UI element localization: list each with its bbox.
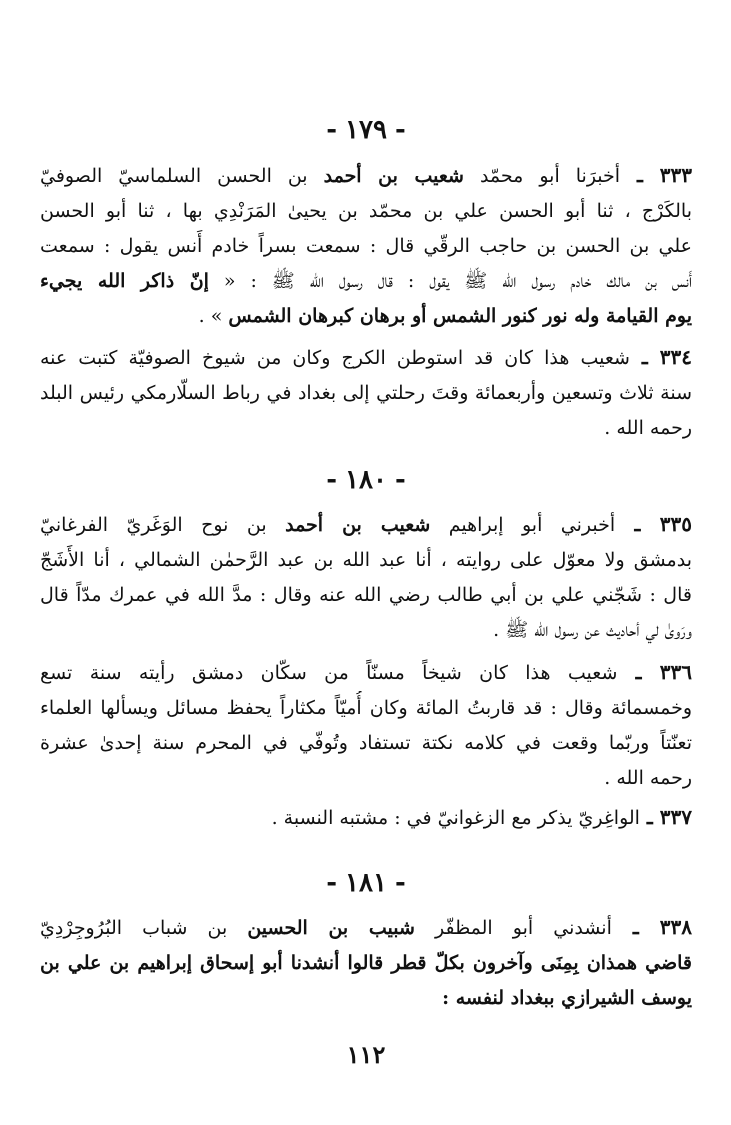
text-run: قال : شَجّني علي بن أبي طالب رضي الله عنه وقال : مدَّ الله في عمرك مدّاً قال [40,584,692,606]
text-run: بالكَرْج ، ثنا أبو الحسن علي بن محمّد بن يحيىٰ المَرَنْدِي بها ، ثنا أبو الحسن [40,200,692,222]
text-run: يوسف الشيرازي ببغداد لنفسه : [442,987,692,1009]
text-run: قاضي همذان بِمِنَى وآخرون بكلّ قطر قالوا أنشدنا أبو إسحاق إبراهيم بن علي بن [40,952,692,974]
text-run: علي بن الحسن بن حاجب الرقّي قال : سمعت بسراً خادم أَنس يقول : سمعت [40,235,692,257]
document-page [40,0,692,1125]
entry-line [40,691,692,726]
entry-number: ٣٣٣ ـ [620,163,692,187]
entry-line [40,376,692,411]
dash-right: - [394,465,406,495]
narrator-name: شبيب بن الحسين [247,917,415,939]
entry-number: ٣٣٥ ـ [615,512,692,536]
text-run: الواغِريّ يذكر مع الزغوانيّ في : مشتبه النسبة . [271,807,640,829]
text-run: شعيب هذا كان شيخاً مسنّاً من سكّان دمشق رأيته سنة تسع [40,662,618,684]
dash-left: - [326,868,338,898]
dash-left: - [326,115,338,145]
narrator-name: شعيب بن أحمد [285,514,431,536]
entry-line [40,981,692,1016]
heading-number: ١٨٠ [345,465,387,495]
entry-337 [40,800,692,836]
entry-number: ٣٣٨ ـ [611,915,692,939]
text-run: سنة ثلاث وتسعين وأربعمائة وقتَ رحلتي إلى بغداد في رباط السلّارمكي رئيس البلد [40,382,692,404]
text-run: أَنس بن مالك خادم رسول الله ﷺ يقول : قال رسول الله ﷺ : « [208,270,692,292]
dash-right: - [394,868,406,898]
text-run: رحمه الله . [604,417,692,439]
entry-line [40,910,692,946]
entry-line [40,800,692,836]
entry-line [40,655,692,691]
text-run: وخمسمائة وقال : قد قاربتُ المائة وكان أُميّاً مكثاراً يحفظ مسائل ويسألها العلماء [40,697,692,719]
entry-line [40,158,692,194]
text-run: رحمه الله . [604,767,692,789]
entry-line [40,726,692,761]
entry-333 [40,158,692,334]
page-number: ١١٢ [346,1040,386,1069]
text-run: ورَوىٰ لي أحاديث عن رسول الله ﷺ . [493,619,692,641]
text-run: بن نوح الوَغَريّ الفرغانيّ [40,514,286,536]
section-heading-180 [40,465,692,495]
entry-line [40,761,692,796]
entry-line [40,264,692,299]
entry-line [40,613,692,648]
narrator-name: شعيب بن أحمد [323,165,464,187]
dash-left: - [326,465,338,495]
entry-336 [40,655,692,796]
entry-335 [40,507,692,648]
text-run: بن الحسن السلماسيّ الصوفيّ [40,165,324,187]
hadith-text: يوم القيامة وله نور كنور الشمس أو برهان كبرهان الشمس [228,305,692,327]
heading-number: ١٧٩ [345,115,387,145]
text-run: شعيب هذا كان قد استوطن الكرج وكان من شيوخ الصوفيّة كتبت عنه [40,347,630,369]
text-run: » . [198,305,229,327]
entry-number: ٣٣٤ ـ [629,345,692,369]
entry-line [40,340,692,376]
text-run: أخبرَنا أبو محمّد [463,165,621,187]
entry-line [40,946,692,981]
dash-right: - [394,115,406,145]
text-run: بدمشق ولا معوّل على روايته ، أنا عبد الله بن عبد الرَّحمٰن الشمالي ، أنا الأَشَجّ [40,549,692,571]
entry-line [40,194,692,229]
entry-338 [40,910,692,1016]
entry-line [40,578,692,613]
entry-line [40,507,692,543]
entry-334 [40,340,692,446]
entry-line [40,411,692,446]
text-run: بن شباب البُرُوجِرْدِيّ [40,917,248,939]
entry-line [40,229,692,264]
section-heading-179 [40,115,692,145]
text-run: أنشدني أبو المظفّر [414,917,612,939]
text-run: أخبرني أبو إبراهيم [430,514,616,536]
heading-number: ١٨١ [345,868,387,898]
entry-number: ٣٣٧ ـ [639,805,692,829]
section-heading-181 [40,868,692,898]
entry-number: ٣٣٦ ـ [617,660,692,684]
entry-line [40,543,692,578]
hadith-text: إنّ ذاكر الله يجيء [40,270,209,292]
entry-line [40,299,692,334]
text-run: تعنّتاً وربّما وقعت في كلامه نكتة تستفاد وتُوفّي في المحرم سنة إحدىٰ عشرة [40,732,692,754]
